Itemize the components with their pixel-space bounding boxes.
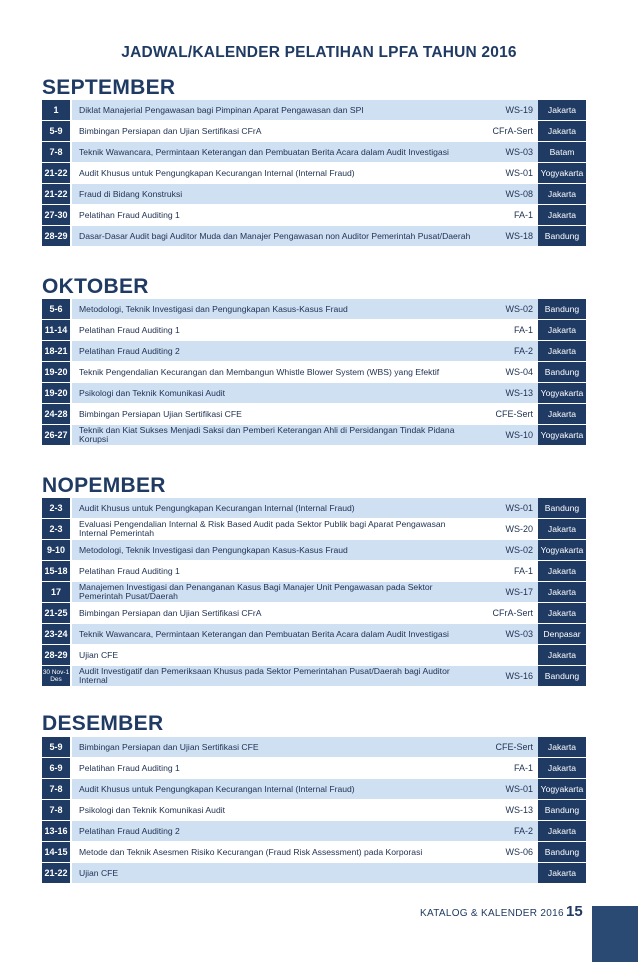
course-code-cell: WS-17 xyxy=(475,582,538,602)
table-row xyxy=(42,299,586,319)
page-number: 15 xyxy=(566,903,583,920)
course-title-cell: Fraud di Bidang Konstruksi xyxy=(72,184,475,204)
table-row xyxy=(42,425,586,445)
date-cell: 5-6 xyxy=(42,299,70,319)
course-code-cell: WS-01 xyxy=(475,163,538,183)
city-cell: Yogyakarta xyxy=(538,383,586,403)
date-cell: 11-14 xyxy=(42,320,70,340)
city-cell: Jakarta xyxy=(538,863,586,883)
city-cell: Bandung xyxy=(538,666,586,686)
date-cell: 2-3 xyxy=(42,519,70,539)
date-cell: 7-8 xyxy=(42,800,70,820)
date-cell: 19-20 xyxy=(42,383,70,403)
schedule-table-desember xyxy=(42,737,586,884)
course-title-cell: Bimbingan Persiapan dan Ujian Sertifikasi CFrA xyxy=(72,603,475,623)
city-cell: Jakarta xyxy=(538,582,586,602)
course-title-cell: Metodologi, Teknik Investigasi dan Pengungkapan Kasus-Kasus Fraud xyxy=(72,540,475,560)
date-cell: 17 xyxy=(42,582,70,602)
course-title-cell: Pelatihan Fraud Auditing 2 xyxy=(72,341,475,361)
schedule-table-nopember xyxy=(42,498,586,687)
city-cell: Jakarta xyxy=(538,737,586,757)
course-code-cell: WS-08 xyxy=(475,184,538,204)
city-cell: Yogyakarta xyxy=(538,425,586,445)
city-cell: Jakarta xyxy=(538,205,586,225)
course-code-cell: WS-04 xyxy=(475,362,538,382)
course-title-cell: Ujian CFE xyxy=(72,645,475,665)
table-row xyxy=(42,863,586,883)
course-code-cell: WS-10 xyxy=(475,425,538,445)
city-cell: Jakarta xyxy=(538,184,586,204)
course-code-cell: WS-16 xyxy=(475,666,538,686)
date-cell: 2-3 xyxy=(42,498,70,518)
course-code-cell: WS-01 xyxy=(475,779,538,799)
course-title-cell: Pelatihan Fraud Auditing 1 xyxy=(72,758,475,778)
table-row xyxy=(42,498,586,518)
month-heading: DESEMBER xyxy=(42,712,164,735)
city-cell: Jakarta xyxy=(538,758,586,778)
course-code-cell: WS-20 xyxy=(475,519,538,539)
city-cell: Jakarta xyxy=(538,121,586,141)
date-cell: 21-22 xyxy=(42,184,70,204)
date-cell: 7-8 xyxy=(42,142,70,162)
course-code-cell: FA-1 xyxy=(475,561,538,581)
course-code-cell: WS-03 xyxy=(475,142,538,162)
course-title-cell: Pelatihan Fraud Auditing 1 xyxy=(72,205,475,225)
city-cell: Jakarta xyxy=(538,561,586,581)
course-title-cell: Teknik Pengendalian Kecurangan dan Membangun Whistle Blower System (WBS) yang Efektif xyxy=(72,362,475,382)
course-title-cell: Metode dan Teknik Asesmen Risiko Kecurangan (Fraud Risk Assessment) pada Korporasi xyxy=(72,842,475,862)
date-cell: 5-9 xyxy=(42,121,70,141)
date-cell: 26-27 xyxy=(42,425,70,445)
table-row xyxy=(42,404,586,424)
course-code-cell: WS-06 xyxy=(475,842,538,862)
table-row xyxy=(42,800,586,820)
date-cell: 28-29 xyxy=(42,645,70,665)
course-code-cell: CFE-Sert xyxy=(475,737,538,757)
course-code-cell: WS-01 xyxy=(475,498,538,518)
page-title: JADWAL/KALENDER PELATIHAN LPFA TAHUN 2016 xyxy=(121,44,517,61)
city-cell: Denpasar xyxy=(538,624,586,644)
table-row xyxy=(42,320,586,340)
city-cell: Batam xyxy=(538,142,586,162)
city-cell: Bandung xyxy=(538,498,586,518)
course-code-cell: CFrA-Sert xyxy=(475,603,538,623)
corner-block xyxy=(592,906,638,962)
city-cell: Jakarta xyxy=(538,320,586,340)
course-title-cell: Bimbingan Persiapan dan Ujian Sertifikasi CFE xyxy=(72,737,475,757)
city-cell: Jakarta xyxy=(538,100,586,120)
course-code-cell: FA-1 xyxy=(475,320,538,340)
table-row xyxy=(42,645,586,665)
course-title-cell: Evaluasi Pengendalian Internal & Risk Based Audit pada Sektor Publik bagi Aparat Pengawasan Internal Pemerintah xyxy=(72,519,475,539)
table-row xyxy=(42,163,586,183)
date-cell: 19-20 xyxy=(42,362,70,382)
month-heading: OKTOBER xyxy=(42,275,149,298)
city-cell: Jakarta xyxy=(538,341,586,361)
course-code-cell: WS-18 xyxy=(475,226,538,246)
table-row xyxy=(42,561,586,581)
course-title-cell: Metodologi, Teknik Investigasi dan Pengungkapan Kasus-Kasus Fraud xyxy=(72,299,475,319)
city-cell: Bandung xyxy=(538,842,586,862)
course-title-cell: Pelatihan Fraud Auditing 1 xyxy=(72,561,475,581)
course-code-cell: WS-13 xyxy=(475,383,538,403)
table-row xyxy=(42,383,586,403)
date-cell: 24-28 xyxy=(42,404,70,424)
course-code-cell: CFE-Sert xyxy=(475,404,538,424)
city-cell: Jakarta xyxy=(538,645,586,665)
table-row xyxy=(42,624,586,644)
table-row xyxy=(42,666,586,686)
table-row xyxy=(42,184,586,204)
footer-label: KATALOG & KALENDER 2016 xyxy=(420,908,564,919)
course-code-cell: FA-2 xyxy=(475,341,538,361)
city-cell: Bandung xyxy=(538,800,586,820)
schedule-table-oktober xyxy=(42,299,586,446)
date-cell: 7-8 xyxy=(42,779,70,799)
date-cell: 15-18 xyxy=(42,561,70,581)
date-cell: 28-29 xyxy=(42,226,70,246)
date-cell: 9-10 xyxy=(42,540,70,560)
table-row xyxy=(42,362,586,382)
course-title-cell: Audit Investigatif dan Pemeriksaan Khusus pada Sektor Pemerintahan Pusat/Daerah bagi Auditor Internal xyxy=(72,666,475,686)
course-title-cell: Psikologi dan Teknik Komunikasi Audit xyxy=(72,383,475,403)
course-title-cell: Audit Khusus untuk Pengungkapan Kecurangan Internal (Internal Fraud) xyxy=(72,498,475,518)
course-title-cell: Bimbingan Persiapan Ujian Sertifikasi CFE xyxy=(72,404,475,424)
course-title-cell: Pelatihan Fraud Auditing 2 xyxy=(72,821,475,841)
city-cell: Bandung xyxy=(538,362,586,382)
course-code-cell: WS-02 xyxy=(475,299,538,319)
course-code-cell: WS-03 xyxy=(475,624,538,644)
city-cell: Jakarta xyxy=(538,821,586,841)
course-title-cell: Dasar-Dasar Audit bagi Auditor Muda dan Manajer Pengawasan non Auditor Pemerintah Pusat/Daerah xyxy=(72,226,475,246)
course-code-cell xyxy=(475,645,538,665)
table-row xyxy=(42,519,586,539)
month-heading: SEPTEMBER xyxy=(42,76,176,99)
date-cell: 21-22 xyxy=(42,863,70,883)
date-cell: 13-16 xyxy=(42,821,70,841)
table-row xyxy=(42,121,586,141)
table-row xyxy=(42,540,586,560)
date-cell: 21-25 xyxy=(42,603,70,623)
course-title-cell: Pelatihan Fraud Auditing 1 xyxy=(72,320,475,340)
city-cell: Yogyakarta xyxy=(538,540,586,560)
course-code-cell: FA-1 xyxy=(475,205,538,225)
course-title-cell: Audit Khusus untuk Pengungkapan Kecurangan Internal (Internal Fraud) xyxy=(72,163,475,183)
date-cell: 6-9 xyxy=(42,758,70,778)
date-cell: 5-9 xyxy=(42,737,70,757)
course-title-cell: Bimbingan Persiapan dan Ujian Sertifikasi CFrA xyxy=(72,121,475,141)
course-code-cell: FA-1 xyxy=(475,758,538,778)
table-row xyxy=(42,779,586,799)
course-code-cell: WS-02 xyxy=(475,540,538,560)
table-row xyxy=(42,737,586,757)
date-cell: 27-30 xyxy=(42,205,70,225)
course-title-cell: Diklat Manajerial Pengawasan bagi Pimpinan Aparat Pengawasan dan SPI xyxy=(72,100,475,120)
city-cell: Bandung xyxy=(538,226,586,246)
city-cell: Jakarta xyxy=(538,519,586,539)
city-cell: Jakarta xyxy=(538,404,586,424)
course-title-cell: Manajemen Investigasi dan Penanganan Kasus Bagi Manajer Unit Pengawasan pada Sektor Pemerintah Pusat/Daerah xyxy=(72,582,475,602)
schedule-table-september xyxy=(42,100,586,247)
city-cell: Yogyakarta xyxy=(538,163,586,183)
course-title-cell: Psikologi dan Teknik Komunikasi Audit xyxy=(72,800,475,820)
table-row xyxy=(42,821,586,841)
city-cell: Bandung xyxy=(538,299,586,319)
course-title-cell: Teknik dan Kiat Sukses Menjadi Saksi dan Pemberi Keterangan Ahli di Persidangan Tindak Pidana Korupsi xyxy=(72,425,475,445)
course-code-cell: WS-13 xyxy=(475,800,538,820)
course-title-cell: Audit Khusus untuk Pengungkapan Kecurangan Internal (Internal Fraud) xyxy=(72,779,475,799)
course-code-cell: CFrA-Sert xyxy=(475,121,538,141)
date-cell: 21-22 xyxy=(42,163,70,183)
table-row xyxy=(42,142,586,162)
city-cell: Jakarta xyxy=(538,603,586,623)
course-title-cell: Ujian CFE xyxy=(72,863,475,883)
table-row xyxy=(42,842,586,862)
date-cell: 30 Nov-1 Des xyxy=(42,666,70,686)
table-row xyxy=(42,758,586,778)
date-cell: 18-21 xyxy=(42,341,70,361)
city-cell: Yogyakarta xyxy=(538,779,586,799)
table-row xyxy=(42,582,586,602)
course-code-cell: WS-19 xyxy=(475,100,538,120)
table-row xyxy=(42,341,586,361)
table-row xyxy=(42,226,586,246)
course-code-cell: FA-2 xyxy=(475,821,538,841)
table-row xyxy=(42,100,586,120)
course-title-cell: Teknik Wawancara, Permintaan Keterangan dan Pembuatan Berita Acara dalam Audit Investigasi xyxy=(72,142,475,162)
month-heading: NOPEMBER xyxy=(42,474,166,497)
course-code-cell xyxy=(475,863,538,883)
date-cell: 23-24 xyxy=(42,624,70,644)
table-row xyxy=(42,603,586,623)
date-cell: 1 xyxy=(42,100,70,120)
table-row xyxy=(42,205,586,225)
course-title-cell: Teknik Wawancara, Permintaan Keterangan dan Pembuatan Berita Acara dalam Audit Investigasi xyxy=(72,624,475,644)
date-cell: 14-15 xyxy=(42,842,70,862)
